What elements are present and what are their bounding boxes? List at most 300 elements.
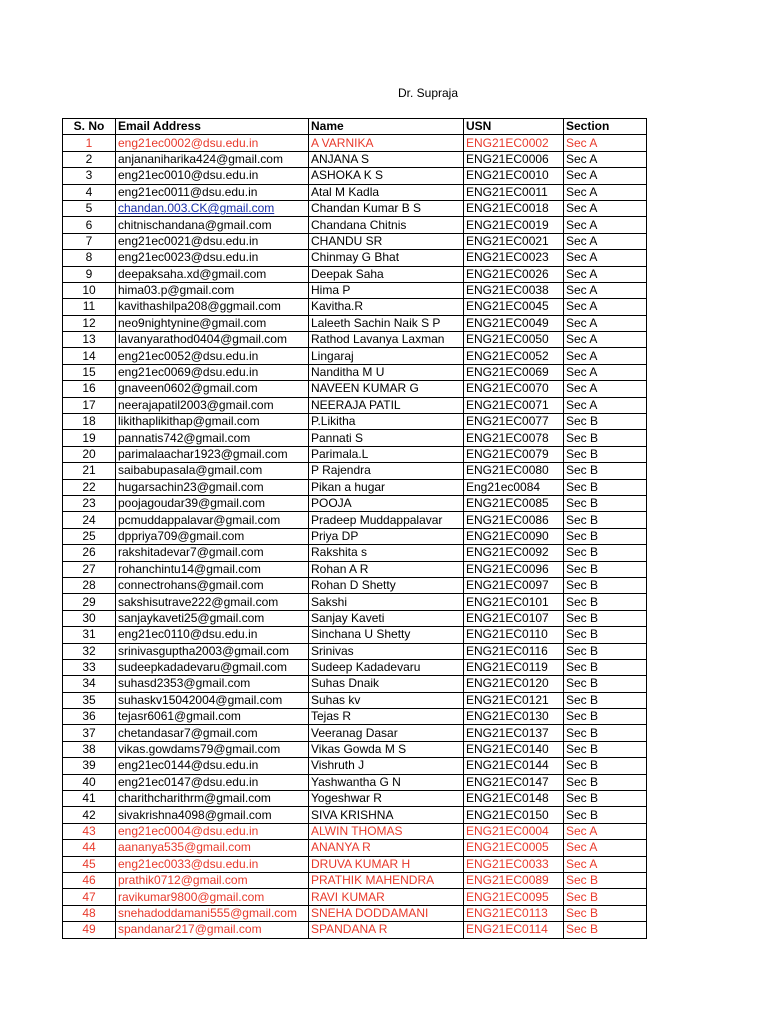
- cell-usn: ENG21EC0110: [464, 627, 564, 643]
- cell-name: SIVA KRISHNA: [309, 807, 464, 823]
- cell-sno: 46: [63, 872, 116, 888]
- cell-sno: 12: [63, 315, 116, 331]
- cell-section: Sec A: [564, 332, 647, 348]
- cell-usn: ENG21EC0144: [464, 758, 564, 774]
- table-row: [63, 266, 647, 282]
- cell-section: Sec B: [564, 659, 647, 675]
- cell-usn: ENG21EC0002: [464, 135, 564, 151]
- cell-section: Sec B: [564, 758, 647, 774]
- cell-sno: 2: [63, 151, 116, 167]
- cell-usn: ENG21EC0077: [464, 414, 564, 430]
- student-table: [62, 118, 647, 939]
- table-row: [63, 561, 647, 577]
- header-row: [63, 119, 647, 135]
- cell-name: Chinmay G Bhat: [309, 250, 464, 266]
- cell-usn: ENG21EC0096: [464, 561, 564, 577]
- cell-name: SNEHA DODDAMANI: [309, 905, 464, 921]
- cell-email: eng21ec0069@dsu.edu.in: [116, 364, 309, 380]
- cell-email: eng21ec0021@dsu.edu.in: [116, 233, 309, 249]
- cell-section: Sec A: [564, 856, 647, 872]
- cell-email: neerajapatil2003@gmail.com: [116, 397, 309, 413]
- cell-name: Parimala.L: [309, 446, 464, 462]
- cell-name: Priya DP: [309, 528, 464, 544]
- cell-section: Sec B: [564, 725, 647, 741]
- cell-email: eng21ec0011@dsu.edu.in: [116, 184, 309, 200]
- header-section: Section: [564, 119, 647, 135]
- cell-sno: 3: [63, 168, 116, 184]
- cell-sno: 39: [63, 758, 116, 774]
- cell-name: Lingaraj: [309, 348, 464, 364]
- table-row: [63, 659, 647, 675]
- cell-email: rakshitadevar7@gmail.com: [116, 545, 309, 561]
- cell-email: saibabupasala@gmail.com: [116, 463, 309, 479]
- cell-sno: 34: [63, 676, 116, 692]
- cell-sno: 4: [63, 184, 116, 200]
- cell-email: eng21ec0144@dsu.edu.in: [116, 758, 309, 774]
- table-row: [63, 725, 647, 741]
- table-row: [63, 414, 647, 430]
- cell-section: Sec A: [564, 299, 647, 315]
- cell-name: Pradeep Muddappalavar: [309, 512, 464, 528]
- cell-sno: 25: [63, 528, 116, 544]
- table-row: [63, 364, 647, 380]
- cell-sno: 43: [63, 823, 116, 839]
- cell-usn: ENG21EC0078: [464, 430, 564, 446]
- table-row: [63, 840, 647, 856]
- cell-email: eng21ec0147@dsu.edu.in: [116, 774, 309, 790]
- cell-email: pcmuddappalavar@gmail.com: [116, 512, 309, 528]
- table-row: [63, 315, 647, 331]
- cell-section: Sec B: [564, 889, 647, 905]
- table-row: [63, 495, 647, 511]
- cell-usn: ENG21EC0090: [464, 528, 564, 544]
- table-row: [63, 643, 647, 659]
- cell-sno: 22: [63, 479, 116, 495]
- cell-section: Sec A: [564, 381, 647, 397]
- cell-usn: ENG21EC0019: [464, 217, 564, 233]
- cell-usn: ENG21EC0150: [464, 807, 564, 823]
- cell-email: eng21ec0033@dsu.edu.in: [116, 856, 309, 872]
- cell-sno: 37: [63, 725, 116, 741]
- table-row: [63, 774, 647, 790]
- cell-name: DRUVA KUMAR H: [309, 856, 464, 872]
- cell-name: Sinchana U Shetty: [309, 627, 464, 643]
- cell-name: Suhas Dnaik: [309, 676, 464, 692]
- cell-name: POOJA: [309, 495, 464, 511]
- cell-name: Rohan D Shetty: [309, 577, 464, 593]
- cell-usn: ENG21EC0080: [464, 463, 564, 479]
- cell-section: Sec A: [564, 200, 647, 216]
- cell-name: Laleeth Sachin Naik S P: [309, 315, 464, 331]
- table-row: [63, 791, 647, 807]
- table-row: [63, 856, 647, 872]
- cell-email: lavanyarathod0404@gmail.com: [116, 332, 309, 348]
- cell-sno: 26: [63, 545, 116, 561]
- table-row: [63, 463, 647, 479]
- table-row: [63, 577, 647, 593]
- cell-sno: 29: [63, 594, 116, 610]
- cell-section: Sec A: [564, 135, 647, 151]
- header-sno: S. No: [63, 119, 116, 135]
- cell-email: ravikumar9800@gmail.com: [116, 889, 309, 905]
- cell-email: chetandasar7@gmail.com: [116, 725, 309, 741]
- cell-section: Sec B: [564, 512, 647, 528]
- cell-email: suhaskv15042004@gmail.com: [116, 692, 309, 708]
- cell-usn: ENG21EC0116: [464, 643, 564, 659]
- cell-section: Sec B: [564, 446, 647, 462]
- cell-usn: ENG21EC0011: [464, 184, 564, 200]
- cell-usn: ENG21EC0121: [464, 692, 564, 708]
- cell-email: hugarsachin23@gmail.com: [116, 479, 309, 495]
- cell-name: Kavitha.R: [309, 299, 464, 315]
- table-row: [63, 217, 647, 233]
- cell-name: Rathod Lavanya Laxman: [309, 332, 464, 348]
- cell-email: rohanchintu14@gmail.com: [116, 561, 309, 577]
- table-row: [63, 922, 647, 938]
- cell-section: Sec B: [564, 414, 647, 430]
- cell-usn: ENG21EC0140: [464, 741, 564, 757]
- cell-name: Hima P: [309, 282, 464, 298]
- cell-section: Sec A: [564, 250, 647, 266]
- cell-usn: ENG21EC0038: [464, 282, 564, 298]
- cell-email: deepaksaha.xd@gmail.com: [116, 266, 309, 282]
- cell-email: snehadoddamani555@gmail.com: [116, 905, 309, 921]
- cell-sno: 49: [63, 922, 116, 938]
- table-row: [63, 823, 647, 839]
- cell-usn: ENG21EC0070: [464, 381, 564, 397]
- cell-usn: ENG21EC0086: [464, 512, 564, 528]
- cell-section: Sec B: [564, 774, 647, 790]
- cell-name: Veeranag Dasar: [309, 725, 464, 741]
- cell-sno: 6: [63, 217, 116, 233]
- cell-usn: ENG21EC0033: [464, 856, 564, 872]
- cell-sno: 41: [63, 791, 116, 807]
- cell-name: Rakshita s: [309, 545, 464, 561]
- cell-sno: 30: [63, 610, 116, 626]
- cell-name: Rohan A R: [309, 561, 464, 577]
- cell-section: Sec B: [564, 922, 647, 938]
- cell-sno: 44: [63, 840, 116, 856]
- cell-section: Sec B: [564, 627, 647, 643]
- cell-section: Sec A: [564, 266, 647, 282]
- cell-sno: 14: [63, 348, 116, 364]
- cell-section: Sec B: [564, 463, 647, 479]
- cell-section: Sec B: [564, 577, 647, 593]
- cell-section: Sec B: [564, 528, 647, 544]
- cell-email: vikas.gowdams79@gmail.com: [116, 741, 309, 757]
- page-title: Dr. Supraja: [397, 86, 459, 100]
- cell-sno: 18: [63, 414, 116, 430]
- table-row: [63, 545, 647, 561]
- cell-usn: ENG21EC0137: [464, 725, 564, 741]
- cell-email: eng21ec0004@dsu.edu.in: [116, 823, 309, 839]
- table-row: [63, 250, 647, 266]
- cell-sno: 19: [63, 430, 116, 446]
- cell-sno: 23: [63, 495, 116, 511]
- cell-sno: 10: [63, 282, 116, 298]
- cell-usn: ENG21EC0010: [464, 168, 564, 184]
- cell-email: dppriya709@gmail.com: [116, 528, 309, 544]
- cell-name: A VARNIKA: [309, 135, 464, 151]
- cell-usn: ENG21EC0147: [464, 774, 564, 790]
- cell-name: Vikas Gowda M S: [309, 741, 464, 757]
- cell-name: Suhas kv: [309, 692, 464, 708]
- table-row: [63, 807, 647, 823]
- cell-sno: 24: [63, 512, 116, 528]
- cell-sno: 32: [63, 643, 116, 659]
- cell-email: eng21ec0002@dsu.edu.in: [116, 135, 309, 151]
- cell-sno: 7: [63, 233, 116, 249]
- cell-email: sakshisutrave222@gmail.com: [116, 594, 309, 610]
- cell-sno: 9: [63, 266, 116, 282]
- table-row: [63, 528, 647, 544]
- cell-section: Sec A: [564, 184, 647, 200]
- cell-email: chitnischandana@gmail.com: [116, 217, 309, 233]
- cell-usn: Eng21ec0084: [464, 479, 564, 495]
- cell-usn: ENG21EC0021: [464, 233, 564, 249]
- cell-email: spandanar217@gmail.com: [116, 922, 309, 938]
- cell-name: ANANYA R: [309, 840, 464, 856]
- cell-name: Nanditha M U: [309, 364, 464, 380]
- cell-section: Sec A: [564, 348, 647, 364]
- cell-email: neo9nightynine@gmail.com: [116, 315, 309, 331]
- cell-email: kavithashilpa208@ggmail.com: [116, 299, 309, 315]
- table-row: [63, 430, 647, 446]
- cell-name: Sudeep Kadadevaru: [309, 659, 464, 675]
- cell-email[interactable]: chandan.003.CK@gmail.com: [116, 200, 309, 216]
- cell-email: sanjaykaveti25@gmail.com: [116, 610, 309, 626]
- cell-email: anjananiharika424@gmail.com: [116, 151, 309, 167]
- cell-usn: ENG21EC0092: [464, 545, 564, 561]
- cell-sno: 36: [63, 709, 116, 725]
- cell-sno: 40: [63, 774, 116, 790]
- cell-email: sudeepkadadevaru@gmail.com: [116, 659, 309, 675]
- header-name: Name: [309, 119, 464, 135]
- cell-usn: ENG21EC0107: [464, 610, 564, 626]
- cell-email: eng21ec0110@dsu.edu.in: [116, 627, 309, 643]
- cell-section: Sec A: [564, 151, 647, 167]
- table-row: [63, 905, 647, 921]
- cell-name: Pikan a hugar: [309, 479, 464, 495]
- cell-sno: 47: [63, 889, 116, 905]
- cell-sno: 17: [63, 397, 116, 413]
- cell-name: Yashwantha G N: [309, 774, 464, 790]
- cell-email: pannatis742@gmail.com: [116, 430, 309, 446]
- cell-name: Chandan Kumar B S: [309, 200, 464, 216]
- table-row: [63, 709, 647, 725]
- cell-section: Sec B: [564, 872, 647, 888]
- cell-usn: ENG21EC0120: [464, 676, 564, 692]
- cell-name: SPANDANA R: [309, 922, 464, 938]
- cell-usn: ENG21EC0089: [464, 872, 564, 888]
- cell-email: tejasr6061@gmail.com: [116, 709, 309, 725]
- table-row: [63, 332, 647, 348]
- cell-section: Sec A: [564, 282, 647, 298]
- cell-sno: 13: [63, 332, 116, 348]
- cell-email: srinivasguptha2003@gmail.com: [116, 643, 309, 659]
- cell-usn: ENG21EC0114: [464, 922, 564, 938]
- cell-email: likithaplikithap@gmail.com: [116, 414, 309, 430]
- table-row: [63, 135, 647, 151]
- cell-email: poojagoudar39@gmail.com: [116, 495, 309, 511]
- cell-section: Sec B: [564, 610, 647, 626]
- cell-sno: 11: [63, 299, 116, 315]
- cell-section: Sec B: [564, 479, 647, 495]
- cell-section: Sec A: [564, 823, 647, 839]
- cell-section: Sec B: [564, 495, 647, 511]
- table-row: [63, 233, 647, 249]
- cell-name: PRATHIK MAHENDRA: [309, 872, 464, 888]
- table-row: [63, 299, 647, 315]
- cell-sno: 45: [63, 856, 116, 872]
- table-row: [63, 446, 647, 462]
- table-row: [63, 627, 647, 643]
- cell-section: Sec B: [564, 430, 647, 446]
- cell-name: Sanjay Kaveti: [309, 610, 464, 626]
- cell-name: P.Likitha: [309, 414, 464, 430]
- cell-email: connectrohans@gmail.com: [116, 577, 309, 593]
- cell-section: Sec B: [564, 692, 647, 708]
- cell-sno: 8: [63, 250, 116, 266]
- table-row: [63, 872, 647, 888]
- cell-usn: ENG21EC0071: [464, 397, 564, 413]
- table-row: [63, 381, 647, 397]
- cell-usn: ENG21EC0050: [464, 332, 564, 348]
- cell-usn: ENG21EC0130: [464, 709, 564, 725]
- cell-name: ASHOKA K S: [309, 168, 464, 184]
- cell-usn: ENG21EC0018: [464, 200, 564, 216]
- cell-usn: ENG21EC0069: [464, 364, 564, 380]
- cell-sno: 31: [63, 627, 116, 643]
- cell-usn: ENG21EC0119: [464, 659, 564, 675]
- cell-section: Sec A: [564, 397, 647, 413]
- cell-sno: 48: [63, 905, 116, 921]
- cell-name: Tejas R: [309, 709, 464, 725]
- cell-sno: 16: [63, 381, 116, 397]
- cell-email: sivakrishna4098@gmail.com: [116, 807, 309, 823]
- cell-section: Sec B: [564, 594, 647, 610]
- cell-sno: 21: [63, 463, 116, 479]
- cell-email: suhasd2353@gmail.com: [116, 676, 309, 692]
- table-row: [63, 397, 647, 413]
- cell-usn: ENG21EC0113: [464, 905, 564, 921]
- cell-usn: ENG21EC0148: [464, 791, 564, 807]
- table-row: [63, 889, 647, 905]
- cell-name: NAVEEN KUMAR G: [309, 381, 464, 397]
- cell-sno: 28: [63, 577, 116, 593]
- cell-usn: ENG21EC0045: [464, 299, 564, 315]
- cell-email: hima03.p@gmail.com: [116, 282, 309, 298]
- table-row: [63, 594, 647, 610]
- table-row: [63, 168, 647, 184]
- table-row: [63, 512, 647, 528]
- cell-section: Sec B: [564, 791, 647, 807]
- cell-sno: 35: [63, 692, 116, 708]
- cell-email: eng21ec0010@dsu.edu.in: [116, 168, 309, 184]
- table-row: [63, 200, 647, 216]
- cell-email: gnaveen0602@gmail.com: [116, 381, 309, 397]
- cell-section: Sec A: [564, 168, 647, 184]
- table-row: [63, 610, 647, 626]
- table-body: [63, 135, 647, 938]
- cell-name: Deepak Saha: [309, 266, 464, 282]
- cell-section: Sec B: [564, 709, 647, 725]
- cell-usn: ENG21EC0097: [464, 577, 564, 593]
- cell-section: Sec B: [564, 643, 647, 659]
- cell-section: Sec B: [564, 741, 647, 757]
- cell-usn: ENG21EC0079: [464, 446, 564, 462]
- cell-section: Sec B: [564, 545, 647, 561]
- cell-sno: 33: [63, 659, 116, 675]
- cell-name: P Rajendra: [309, 463, 464, 479]
- cell-usn: ENG21EC0101: [464, 594, 564, 610]
- cell-name: Pannati S: [309, 430, 464, 446]
- cell-name: Atal M Kadla: [309, 184, 464, 200]
- header-email: Email Address: [116, 119, 309, 135]
- cell-name: Srinivas: [309, 643, 464, 659]
- cell-section: Sec A: [564, 840, 647, 856]
- cell-usn: ENG21EC0052: [464, 348, 564, 364]
- cell-name: Sakshi: [309, 594, 464, 610]
- cell-section: Sec B: [564, 561, 647, 577]
- cell-sno: 38: [63, 741, 116, 757]
- cell-email: parimalaachar1923@gmail.com: [116, 446, 309, 462]
- cell-usn: ENG21EC0049: [464, 315, 564, 331]
- cell-name: Vishruth J: [309, 758, 464, 774]
- cell-section: Sec B: [564, 676, 647, 692]
- table-row: [63, 184, 647, 200]
- cell-name: CHANDU SR: [309, 233, 464, 249]
- header-usn: USN: [464, 119, 564, 135]
- cell-name: Chandana Chitnis: [309, 217, 464, 233]
- cell-usn: ENG21EC0095: [464, 889, 564, 905]
- cell-sno: 5: [63, 200, 116, 216]
- cell-name: NEERAJA PATIL: [309, 397, 464, 413]
- cell-sno: 20: [63, 446, 116, 462]
- cell-section: Sec A: [564, 364, 647, 380]
- cell-usn: ENG21EC0004: [464, 823, 564, 839]
- cell-name: ANJANA S: [309, 151, 464, 167]
- table-row: [63, 692, 647, 708]
- cell-section: Sec A: [564, 217, 647, 233]
- cell-email: charithcharithrm@gmail.com: [116, 791, 309, 807]
- cell-usn: ENG21EC0006: [464, 151, 564, 167]
- cell-section: Sec A: [564, 315, 647, 331]
- cell-usn: ENG21EC0085: [464, 495, 564, 511]
- cell-name: ALWIN THOMAS: [309, 823, 464, 839]
- table-row: [63, 282, 647, 298]
- cell-section: Sec A: [564, 233, 647, 249]
- table-row: [63, 479, 647, 495]
- table-row: [63, 676, 647, 692]
- cell-sno: 42: [63, 807, 116, 823]
- cell-email: eng21ec0052@dsu.edu.in: [116, 348, 309, 364]
- cell-email: aananya535@gmail.com: [116, 840, 309, 856]
- table-row: [63, 758, 647, 774]
- cell-name: Yogeshwar R: [309, 791, 464, 807]
- cell-sno: 27: [63, 561, 116, 577]
- cell-name: RAVI KUMAR: [309, 889, 464, 905]
- table-row: [63, 348, 647, 364]
- cell-usn: ENG21EC0005: [464, 840, 564, 856]
- cell-email: prathik0712@gmail.com: [116, 872, 309, 888]
- cell-sno: 1: [63, 135, 116, 151]
- cell-sno: 15: [63, 364, 116, 380]
- cell-email: eng21ec0023@dsu.edu.in: [116, 250, 309, 266]
- cell-section: Sec B: [564, 905, 647, 921]
- cell-usn: ENG21EC0026: [464, 266, 564, 282]
- cell-section: Sec B: [564, 807, 647, 823]
